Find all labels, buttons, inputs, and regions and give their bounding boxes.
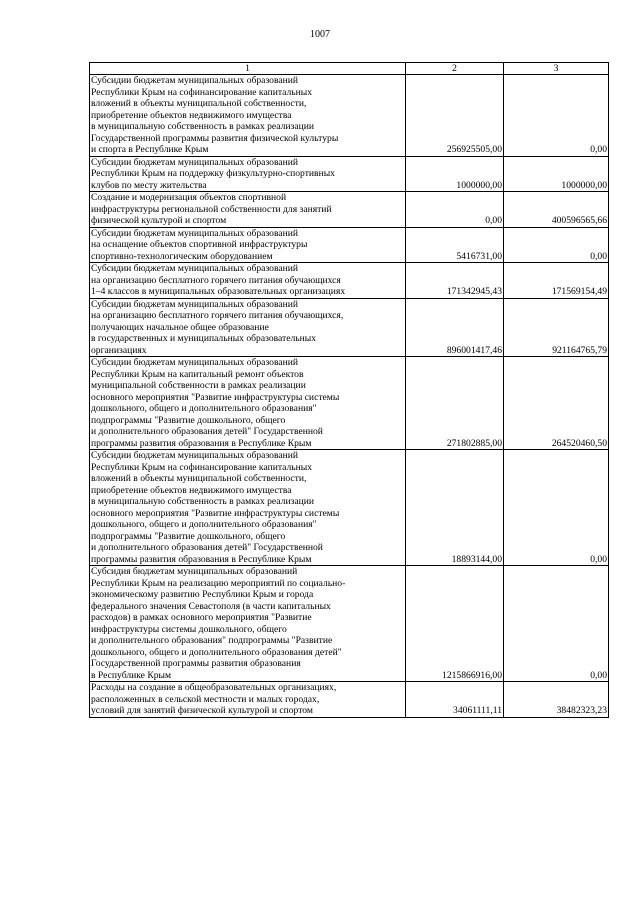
- row-description: Субсидии бюджетам муниципальных образований Республики Крым на софинансирование капитальных вложений в объекты муниципальной собственности, приобретение объектов недвижимого имущества в муниципальную собственность в рамках реализации основного мероприятия "Развитие инфраструктуры системы дошкольного, общего и дополнительного образования" подпрограммы "Развитие дошкольного, общего и дополнительного образования детей" Государственной программы развития образования в Республике Крым: [90, 450, 406, 566]
- table-row: [90, 357, 609, 450]
- row-description: Субсидии бюджетам муниципальных образований на организацию бесплатного горячего питания обучающихся, получающих начальное общее образование в государственных и муниципальных образовательных организациях: [90, 298, 406, 357]
- row-description: Субсидии бюджетам муниципальных образований Республики Крым на поддержку физкультурно-спортивных клубов по месту жительства: [90, 156, 406, 192]
- row-amount-col2: 171342945,43: [406, 263, 504, 299]
- column-header-1: 1: [90, 63, 406, 75]
- table-row: [90, 682, 609, 718]
- table-row: [90, 566, 609, 682]
- row-amount-col3: 38482323,23: [504, 682, 609, 718]
- row-amount-col2: 0,00: [406, 192, 504, 228]
- row-description: Расходы на создание в общеобразовательных организациях, расположенных в сельской местности и малых городах, условий для занятий физической культурой и спортом: [90, 682, 406, 718]
- table-row: [90, 298, 609, 357]
- row-amount-col3: 400596565,66: [504, 192, 609, 228]
- row-description: Субсидия бюджетам муниципальных образований Республики Крым на реализацию мероприятий по социально- экономическому развитию Республики Крым и города федерального значения Севастополя (в части капитальных расходов) в рамках основного мероприятия "Развитие инфраструктуры системы дошкольного, общего и дополнительного образования" подпрограммы "Развитие дошкольного, общего и дополнительного образования детей" Государственной программы развития образования в Республике Крым: [90, 566, 406, 682]
- column-header-2: 2: [406, 63, 504, 75]
- row-description: Субсидии бюджетам муниципальных образований на организацию бесплатного горячего питания обучающихся 1–4 классов в муниципальных образовательных организациях: [90, 263, 406, 299]
- row-amount-col2: 18893144,00: [406, 450, 504, 566]
- page-number: 1007: [310, 29, 330, 40]
- table-row: [90, 75, 609, 157]
- table-row: [90, 263, 609, 299]
- row-description: Субсидии бюджетам муниципальных образований Республики Крым на софинансирование капитальных вложений в объекты муниципальной собственности, приобретение объектов недвижимого имущества в муниципальную собственность в рамках реализации Государственной программы развития физической культуры и спорта в Республике Крым: [90, 75, 406, 157]
- table-row: [90, 192, 609, 228]
- row-amount-col3: 921164765,79: [504, 298, 609, 357]
- row-amount-col3: 0,00: [504, 227, 609, 263]
- row-amount-col2: 1215866916,00: [406, 566, 504, 682]
- budget-table: [89, 62, 609, 718]
- row-amount-col3: 0,00: [504, 566, 609, 682]
- table-row: [90, 227, 609, 263]
- row-amount-col3: 1000000,00: [504, 156, 609, 192]
- row-amount-col2: 1000000,00: [406, 156, 504, 192]
- column-header-3: 3: [504, 63, 609, 75]
- row-amount-col2: 5416731,00: [406, 227, 504, 263]
- row-description: Субсидии бюджетам муниципальных образований Республики Крым на капитальный ремонт объектов муниципальной собственности в рамках реализации основного мероприятия "Развитие инфраструктуры системы дошкольного, общего и дополнительного образования" подпрограммы "Развитие дошкольного, общего и дополнительного образования детей" Государственной программы развития образования в Республике Крым: [90, 357, 406, 450]
- row-amount-col3: 0,00: [504, 75, 609, 157]
- table-row: [90, 450, 609, 566]
- row-amount-col2: 271802885,00: [406, 357, 504, 450]
- table-row: [90, 156, 609, 192]
- row-amount-col3: 171569154,49: [504, 263, 609, 299]
- row-description: Создание и модернизация объектов спортивной инфраструктуры региональной собственности для занятий физической культурой и спортом: [90, 192, 406, 228]
- row-amount-col3: 264520460,50: [504, 357, 609, 450]
- row-amount-col2: 34061111,11: [406, 682, 504, 718]
- row-description: Субсидии бюджетам муниципальных образований на оснащение объектов спортивной инфраструктуры спортивно-технологическим оборудованием: [90, 227, 406, 263]
- row-amount-col3: 0,00: [504, 450, 609, 566]
- table-header-row: [90, 63, 609, 75]
- row-amount-col2: 256925505,00: [406, 75, 504, 157]
- row-amount-col2: 896001417,46: [406, 298, 504, 357]
